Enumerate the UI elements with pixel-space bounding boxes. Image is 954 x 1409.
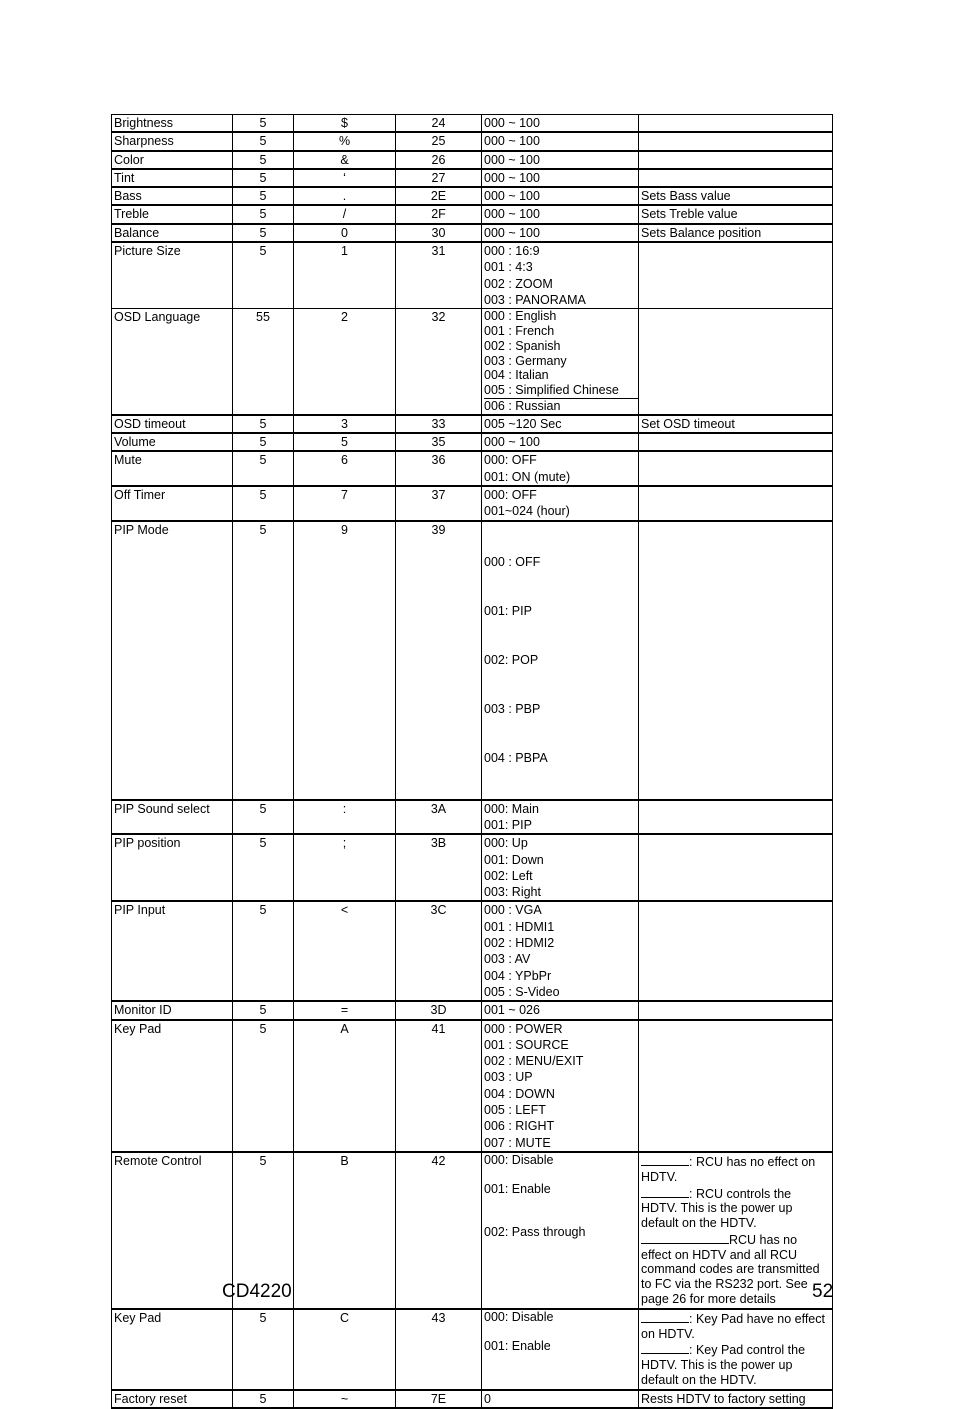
value-line: 003 : AV bbox=[484, 952, 531, 967]
value-line: 000: Disable bbox=[484, 1309, 554, 1324]
command-length: 5 bbox=[233, 1390, 294, 1408]
command-length: 5 bbox=[233, 433, 294, 451]
command-hex: 3B bbox=[396, 834, 482, 901]
table-row bbox=[112, 242, 833, 309]
value-line: 002: Pass through bbox=[484, 1225, 586, 1240]
value-line: 001: ON (mute) bbox=[484, 469, 571, 484]
value-line: 001 : 4:3 bbox=[484, 260, 533, 275]
value-line: 002 : ZOOM bbox=[484, 276, 553, 291]
command-name: Sharpness bbox=[112, 132, 233, 150]
command-values bbox=[482, 242, 639, 309]
value-line: 002 : Spanish bbox=[484, 338, 561, 353]
command-name: Bass bbox=[112, 187, 233, 205]
command-ascii: A bbox=[294, 1020, 396, 1152]
command-ascii: < bbox=[294, 901, 396, 1001]
value-line: 005 : S-Video bbox=[484, 984, 560, 999]
note-text: : Key Pad have no effect on HDTV. bbox=[641, 1311, 825, 1341]
value-line: 005 : LEFT bbox=[484, 1103, 546, 1118]
command-hex: 41 bbox=[396, 1020, 482, 1152]
command-ascii: ~ bbox=[294, 1390, 396, 1408]
command-hex: 36 bbox=[396, 451, 482, 486]
command-length: 55 bbox=[233, 309, 294, 415]
command-ascii: $ bbox=[294, 115, 396, 133]
command-description: Sets Balance position bbox=[639, 224, 833, 242]
table-row bbox=[112, 224, 833, 242]
value-line: 001: Enable bbox=[484, 1182, 551, 1197]
command-description bbox=[639, 132, 833, 150]
footer-model-name: CD4220 bbox=[222, 1281, 292, 1302]
command-name: Off Timer bbox=[112, 486, 233, 521]
value-line: 002: Left bbox=[484, 868, 533, 883]
command-ascii: : bbox=[294, 800, 396, 835]
command-name: Remote Control bbox=[112, 1152, 233, 1309]
command-name: PIP Sound select bbox=[112, 800, 233, 835]
table-row bbox=[112, 521, 833, 800]
command-values bbox=[482, 1152, 639, 1309]
command-description: Set OSD timeout bbox=[639, 415, 833, 433]
command-hex: 3A bbox=[396, 800, 482, 835]
command-name: Color bbox=[112, 151, 233, 169]
command-values bbox=[482, 151, 639, 169]
value-line: 003 : PANORAMA bbox=[484, 292, 586, 307]
command-values bbox=[482, 521, 639, 800]
note-text: : RCU has no effect on HDTV. bbox=[641, 1154, 816, 1184]
command-hex: 2F bbox=[396, 205, 482, 223]
table-row bbox=[112, 834, 833, 901]
table-row bbox=[112, 1390, 833, 1408]
command-name: Brightness bbox=[112, 115, 233, 133]
note-enable bbox=[641, 1185, 830, 1231]
command-name: Mute bbox=[112, 451, 233, 486]
command-name: Factory reset bbox=[112, 1390, 233, 1408]
command-values bbox=[482, 1309, 639, 1390]
command-name: OSD timeout bbox=[112, 415, 233, 433]
command-values bbox=[482, 132, 639, 150]
value-line: 004 : PBPA bbox=[484, 750, 548, 765]
command-values bbox=[482, 834, 639, 901]
value-line: 001 ~ 026 bbox=[484, 1003, 540, 1018]
note-text: : RCU controls the HDTV. This is the power up default on the HDTV. bbox=[641, 1186, 793, 1231]
command-ascii: 6 bbox=[294, 451, 396, 486]
command-hex: 27 bbox=[396, 169, 482, 187]
value-line: 002 : MENU/EXIT bbox=[484, 1054, 584, 1069]
command-values bbox=[482, 309, 639, 415]
command-values bbox=[482, 1390, 639, 1408]
command-length: 5 bbox=[233, 415, 294, 433]
command-hex: 30 bbox=[396, 224, 482, 242]
command-ascii: 7 bbox=[294, 486, 396, 521]
command-length: 5 bbox=[233, 834, 294, 901]
table-row bbox=[112, 433, 833, 451]
command-length: 5 bbox=[233, 224, 294, 242]
command-hex: 42 bbox=[396, 1152, 482, 1309]
command-description bbox=[639, 901, 833, 1001]
command-name: PIP Input bbox=[112, 901, 233, 1001]
command-ascii: & bbox=[294, 151, 396, 169]
command-hex: 33 bbox=[396, 415, 482, 433]
command-ascii: 0 bbox=[294, 224, 396, 242]
value-line: 000 ~ 100 bbox=[484, 116, 540, 130]
command-ascii: = bbox=[294, 1001, 396, 1019]
command-values bbox=[482, 800, 639, 835]
value-line: 000: Main bbox=[484, 801, 539, 816]
command-hex: 26 bbox=[396, 151, 482, 169]
command-ascii: 1 bbox=[294, 242, 396, 309]
table-row bbox=[112, 115, 833, 133]
value-line: 000: OFF bbox=[484, 453, 537, 468]
command-length: 5 bbox=[233, 187, 294, 205]
value-line: 000 : OFF bbox=[484, 555, 541, 570]
table-row bbox=[112, 901, 833, 1001]
value-line: 001 : SOURCE bbox=[484, 1037, 569, 1052]
command-length: 5 bbox=[233, 521, 294, 800]
command-length: 5 bbox=[233, 1309, 294, 1390]
command-ascii: / bbox=[294, 205, 396, 223]
command-length: 5 bbox=[233, 451, 294, 486]
command-hex: 43 bbox=[396, 1309, 482, 1390]
command-length: 5 bbox=[233, 242, 294, 309]
command-length: 5 bbox=[233, 151, 294, 169]
value-line: 000 : English bbox=[484, 309, 557, 324]
command-name: Key Pad bbox=[112, 1020, 233, 1152]
command-values bbox=[482, 901, 639, 1001]
page-number: 52 bbox=[812, 1281, 834, 1302]
command-hex: 39 bbox=[396, 521, 482, 800]
command-description bbox=[639, 169, 833, 187]
command-ascii: 5 bbox=[294, 433, 396, 451]
value-line: 001 : French bbox=[484, 324, 555, 339]
command-length: 5 bbox=[233, 132, 294, 150]
command-name: Key Pad bbox=[112, 1309, 233, 1390]
table-row bbox=[112, 415, 833, 433]
value-line: 001: Enable bbox=[484, 1339, 551, 1354]
value-line: 001: PIP bbox=[484, 604, 532, 619]
command-values bbox=[482, 1001, 639, 1019]
value-line: 002 : HDMI2 bbox=[484, 936, 555, 951]
command-values bbox=[482, 415, 639, 433]
command-hex: 7E bbox=[396, 1390, 482, 1408]
command-name: Tint bbox=[112, 169, 233, 187]
command-values bbox=[482, 1020, 639, 1152]
command-name: PIP position bbox=[112, 834, 233, 901]
value-line: 000 : 16:9 bbox=[484, 244, 540, 259]
command-values bbox=[482, 115, 639, 133]
command-description bbox=[639, 1309, 833, 1390]
command-values bbox=[482, 486, 639, 521]
note-disable bbox=[641, 1310, 830, 1342]
note-enable bbox=[641, 1341, 830, 1387]
command-hex: 3D bbox=[396, 1001, 482, 1019]
value-line: 000: OFF bbox=[484, 488, 537, 503]
command-hex: 2E bbox=[396, 187, 482, 205]
command-length: 5 bbox=[233, 1152, 294, 1309]
command-values bbox=[482, 205, 639, 223]
note-disable bbox=[641, 1153, 830, 1185]
value-line: 004 : DOWN bbox=[484, 1086, 555, 1101]
command-name: Treble bbox=[112, 205, 233, 223]
value-line: 005 : Simplified Chinese bbox=[484, 383, 638, 399]
command-hex: 25 bbox=[396, 132, 482, 150]
value-line: 006 : RIGHT bbox=[484, 1119, 555, 1134]
command-hex: 37 bbox=[396, 486, 482, 521]
command-description bbox=[639, 309, 833, 415]
command-hex: 35 bbox=[396, 433, 482, 451]
command-description bbox=[639, 521, 833, 800]
command-values bbox=[482, 169, 639, 187]
table-row bbox=[112, 1309, 833, 1390]
value-line: 000 : POWER bbox=[484, 1021, 563, 1036]
note-pass-through bbox=[641, 1231, 830, 1307]
value-line: 000 ~ 100 bbox=[484, 207, 540, 222]
table-row bbox=[112, 451, 833, 486]
command-hex: 32 bbox=[396, 309, 482, 415]
table-row bbox=[112, 169, 833, 187]
command-values bbox=[482, 187, 639, 205]
command-ascii: % bbox=[294, 132, 396, 150]
command-length: 5 bbox=[233, 1020, 294, 1152]
value-line: 006 : Russian bbox=[484, 399, 561, 414]
command-description: Sets Treble value bbox=[639, 205, 833, 223]
command-ascii: 9 bbox=[294, 521, 396, 800]
command-length: 5 bbox=[233, 205, 294, 223]
command-hex: 31 bbox=[396, 242, 482, 309]
command-name: OSD Language bbox=[112, 309, 233, 415]
command-ascii: ; bbox=[294, 834, 396, 901]
command-hex: 3C bbox=[396, 901, 482, 1001]
value-line: 000 : VGA bbox=[484, 903, 542, 918]
command-ascii: 2 bbox=[294, 309, 396, 415]
command-ascii: . bbox=[294, 187, 396, 205]
table-row bbox=[112, 486, 833, 521]
value-line: 000 ~ 100 bbox=[484, 435, 540, 450]
value-line: 005 ~120 Sec bbox=[484, 416, 562, 431]
value-line: 004 : YPbPr bbox=[484, 968, 552, 983]
table-row bbox=[112, 800, 833, 835]
command-name: PIP Mode bbox=[112, 521, 233, 800]
command-description bbox=[639, 1152, 833, 1309]
command-description bbox=[639, 451, 833, 486]
command-description bbox=[639, 151, 833, 169]
table-row bbox=[112, 1152, 833, 1309]
command-name: Balance bbox=[112, 224, 233, 242]
command-values bbox=[482, 451, 639, 486]
value-line: 003 : Germany bbox=[484, 353, 567, 368]
value-line: 000 ~ 100 bbox=[484, 134, 540, 149]
command-description: Sets Bass value bbox=[639, 187, 833, 205]
command-description bbox=[639, 800, 833, 835]
command-name: Volume bbox=[112, 433, 233, 451]
note-text: : Key Pad control the HDTV. This is the power up default on the HDTV. bbox=[641, 1343, 806, 1388]
command-name: Monitor ID bbox=[112, 1001, 233, 1019]
command-description: Rests HDTV to factory setting bbox=[639, 1390, 833, 1408]
table-row bbox=[112, 132, 833, 150]
value-line: 003 : UP bbox=[484, 1070, 533, 1085]
command-description bbox=[639, 486, 833, 521]
value-line: 000: Disable bbox=[484, 1152, 554, 1167]
command-description bbox=[639, 834, 833, 901]
value-line: 003 : PBP bbox=[484, 701, 541, 716]
command-table bbox=[111, 114, 833, 1409]
table-row bbox=[112, 1001, 833, 1019]
command-ascii: 3 bbox=[294, 415, 396, 433]
command-description bbox=[639, 242, 833, 309]
table-row bbox=[112, 205, 833, 223]
value-line: 001: PIP bbox=[484, 817, 532, 832]
command-ascii: C bbox=[294, 1309, 396, 1390]
command-description bbox=[639, 1020, 833, 1152]
value-line: 007 : MUTE bbox=[484, 1135, 551, 1150]
value-line: 001~024 (hour) bbox=[484, 504, 570, 519]
table-row bbox=[112, 309, 833, 415]
command-name: Picture Size bbox=[112, 242, 233, 309]
note-text: RCU has no effect on HDTV and all RCU command codes are transmitted to FC via the RS232 port. See page 26 for more details bbox=[641, 1232, 820, 1307]
command-ascii: B bbox=[294, 1152, 396, 1309]
table-row bbox=[112, 187, 833, 205]
command-values bbox=[482, 433, 639, 451]
value-line: 000: Up bbox=[484, 836, 528, 851]
value-line: 000 ~ 100 bbox=[484, 189, 540, 204]
command-length: 5 bbox=[233, 169, 294, 187]
table-row bbox=[112, 1020, 833, 1152]
command-description bbox=[639, 433, 833, 451]
value-line: 001 : HDMI1 bbox=[484, 919, 555, 934]
command-hex: 24 bbox=[396, 115, 482, 133]
value-line: 001: Down bbox=[484, 852, 544, 867]
value-line: 000 ~ 100 bbox=[484, 225, 540, 240]
table-row bbox=[112, 151, 833, 169]
value-line: 0 bbox=[484, 1391, 491, 1406]
value-line: 002: POP bbox=[484, 653, 539, 667]
value-line: 000 ~ 100 bbox=[484, 152, 540, 167]
command-length: 5 bbox=[233, 1001, 294, 1019]
value-line: 003: Right bbox=[484, 885, 541, 900]
command-values bbox=[482, 224, 639, 242]
command-length: 5 bbox=[233, 901, 294, 1001]
command-description bbox=[639, 1001, 833, 1019]
command-description bbox=[639, 115, 833, 133]
command-length: 5 bbox=[233, 800, 294, 835]
value-line: 004 : Italian bbox=[484, 368, 549, 383]
value-line: 000 ~ 100 bbox=[484, 170, 540, 185]
command-ascii: ‘ bbox=[294, 169, 396, 187]
command-length: 5 bbox=[233, 486, 294, 521]
command-length: 5 bbox=[233, 115, 294, 133]
